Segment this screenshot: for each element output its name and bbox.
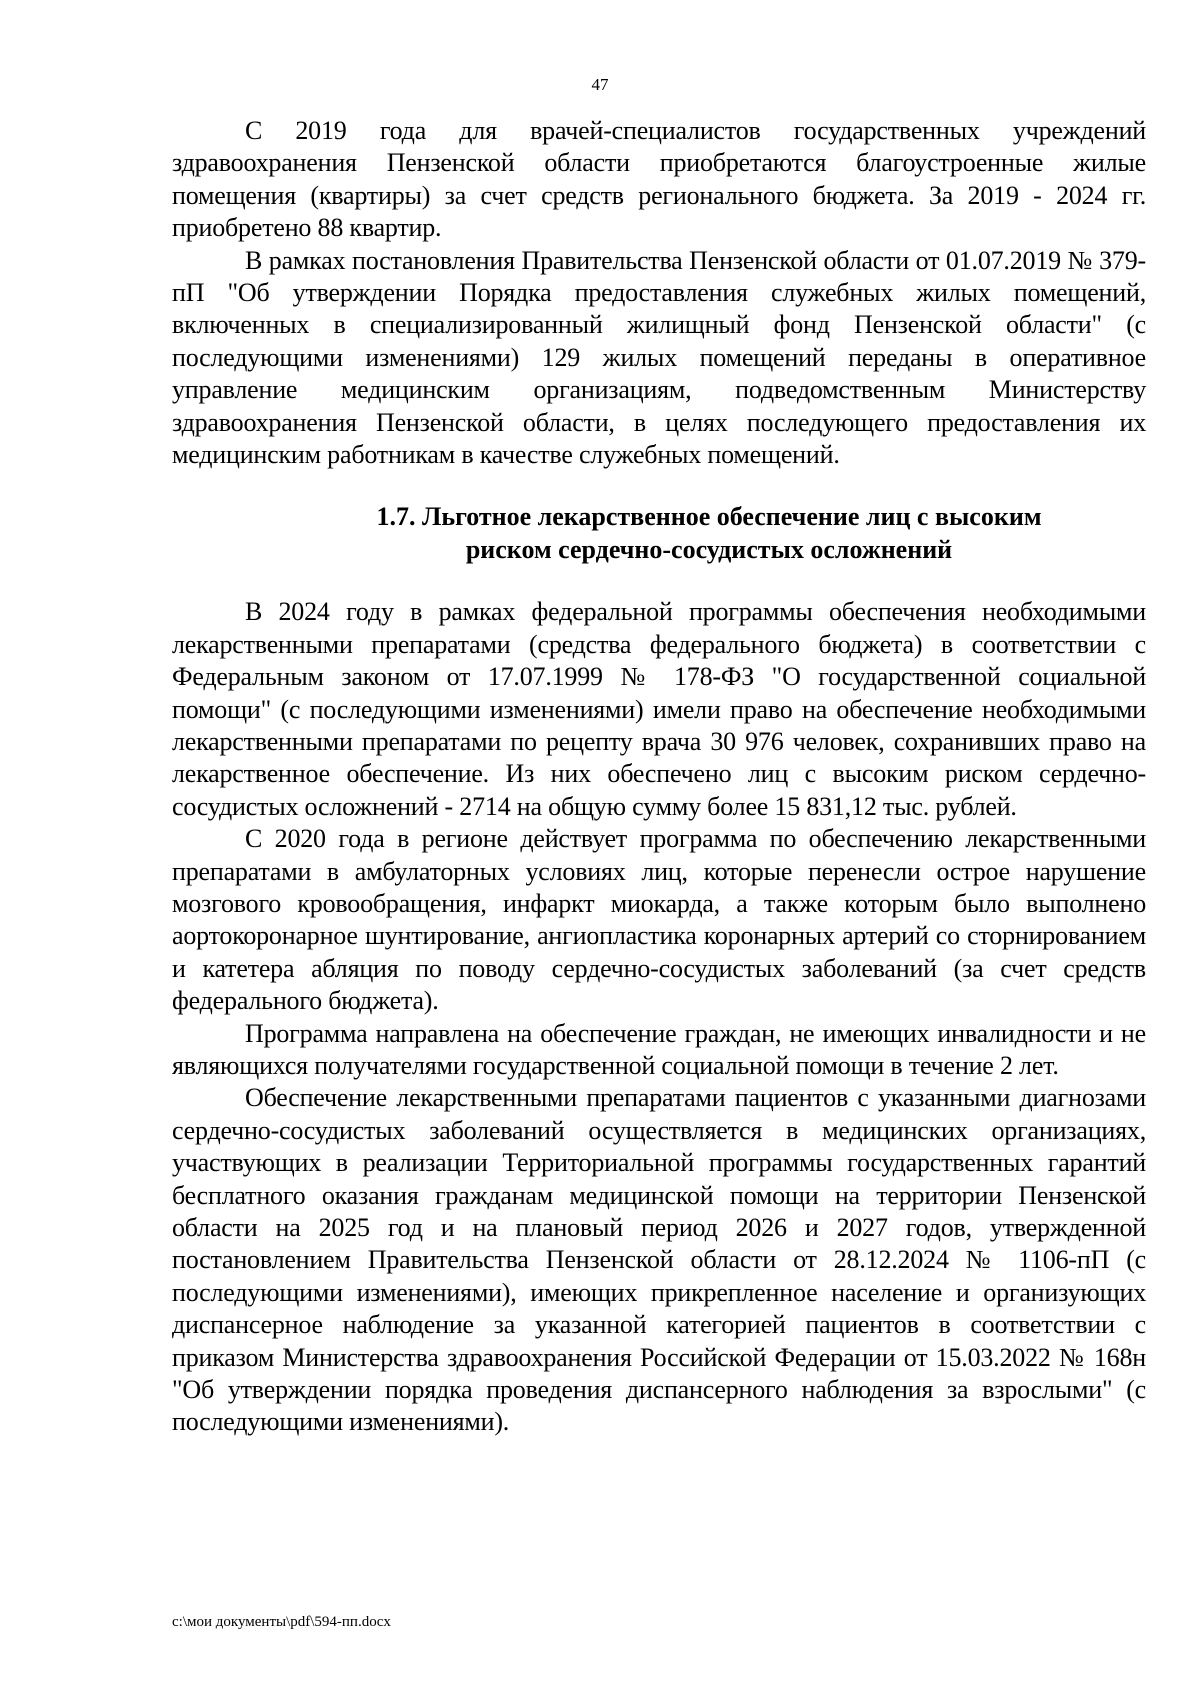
page-number: 47 (591, 75, 609, 94)
paragraph-regional-program: С 2020 года в регионе действует программа по обеспечению лекарственными препаратами в амбулаторных условиях лиц, которые перенесли острое нарушение мозгового кровообращения, инфаркт миокарда, а также которым было выполнено аортокоронарное шунтирование, ангиопластика коронарных артерий со сторнированием и катетера абляция по поводу сердечно-сосудистых заболеваний (за счет средств федерального бюджета). (172, 824, 1146, 1016)
section-heading-line-1: 1.7. Льготное лекарственное обеспечение лиц с высоким (376, 502, 1042, 532)
section-heading-line-2: риском сердечно-сосудистых осложнений (465, 534, 953, 564)
paragraph-service-housing: В рамках постановления Правительства Пензенской области от 01.07.2019 № 379-пП "Об утверждении Порядка предоставления служебных жилых помещений, включенных в специализированный жилищный фонд Пензенской области" (с последующими изменениями) 129 жилых помещений переданы в оперативное управление медицинским организациям, подведомственным Министерству здравоохранения Пензенской области, в целях последующего предоставления их медицинским работникам в качестве служебных помещений. (172, 245, 1146, 470)
paragraph-federal-program: В 2024 году в рамках федеральной программы обеспечения необходимыми лекарственными препаратами (средства федерального бюджета) в соответствии с Федеральным законом от 17.07.1999 № 178-ФЗ "О государственной социальной помощи" (с последующими изменениями) имели право на обеспечение необходимыми лекарственными препаратами по рецепту врача 30 976 человек, сохранивших право на лекарственное обеспечение. Из них обеспечено лиц с высоким риском сердечно-сосудистых осложнений - 2714 на общую сумму более 15 831,12 тыс. рублей. (172, 597, 1146, 821)
paragraph-housing-purchase: С 2019 года для врачей-специалистов государственных учреждений здравоохранения Пензенской области приобретаются благоустроенные жилые помещения (квартиры) за счет средств регионального бюджета. За 2019 - 2024 гг. приобретено 88 квартир. (172, 116, 1146, 243)
document-body (172, 115, 1146, 1439)
footer-file-path: c:\мои документы\pdf\594-пп.docx (172, 1614, 391, 1630)
paragraph-medical-organizations: Обеспечение лекарственными препаратами пациентов с указанными диагнозами сердечно-сосудистых заболеваний осуществляется в медицинских организациях, участвующих в реализации Территориальной программы государственных гарантий бесплатного оказания гражданам медицинской помощи на территории Пензенской области на 2025 год и на плановый период 2026 и 2027 годов, утвержденной постановлением Правительства Пензенской области от 28.12.2024 № 1106-пП (с последующими изменениями), имеющих прикрепленное население и организующих диспансерное наблюдение за указанной категорией пациентов в соответствии с приказом Министерства здравоохранения Российской Федерации от 15.03.2022 № 168н "Об утверждении порядка проведения диспансерного наблюдения за взрослыми" (с последующими изменениями). (172, 1083, 1146, 1437)
paragraph-program-target: Программа направлена на обеспечение граждан, не имеющих инвалидности и не являющихся получателями государственной социальной помощи в течение 2 лет. (172, 1018, 1146, 1080)
section-heading (172, 501, 1146, 566)
